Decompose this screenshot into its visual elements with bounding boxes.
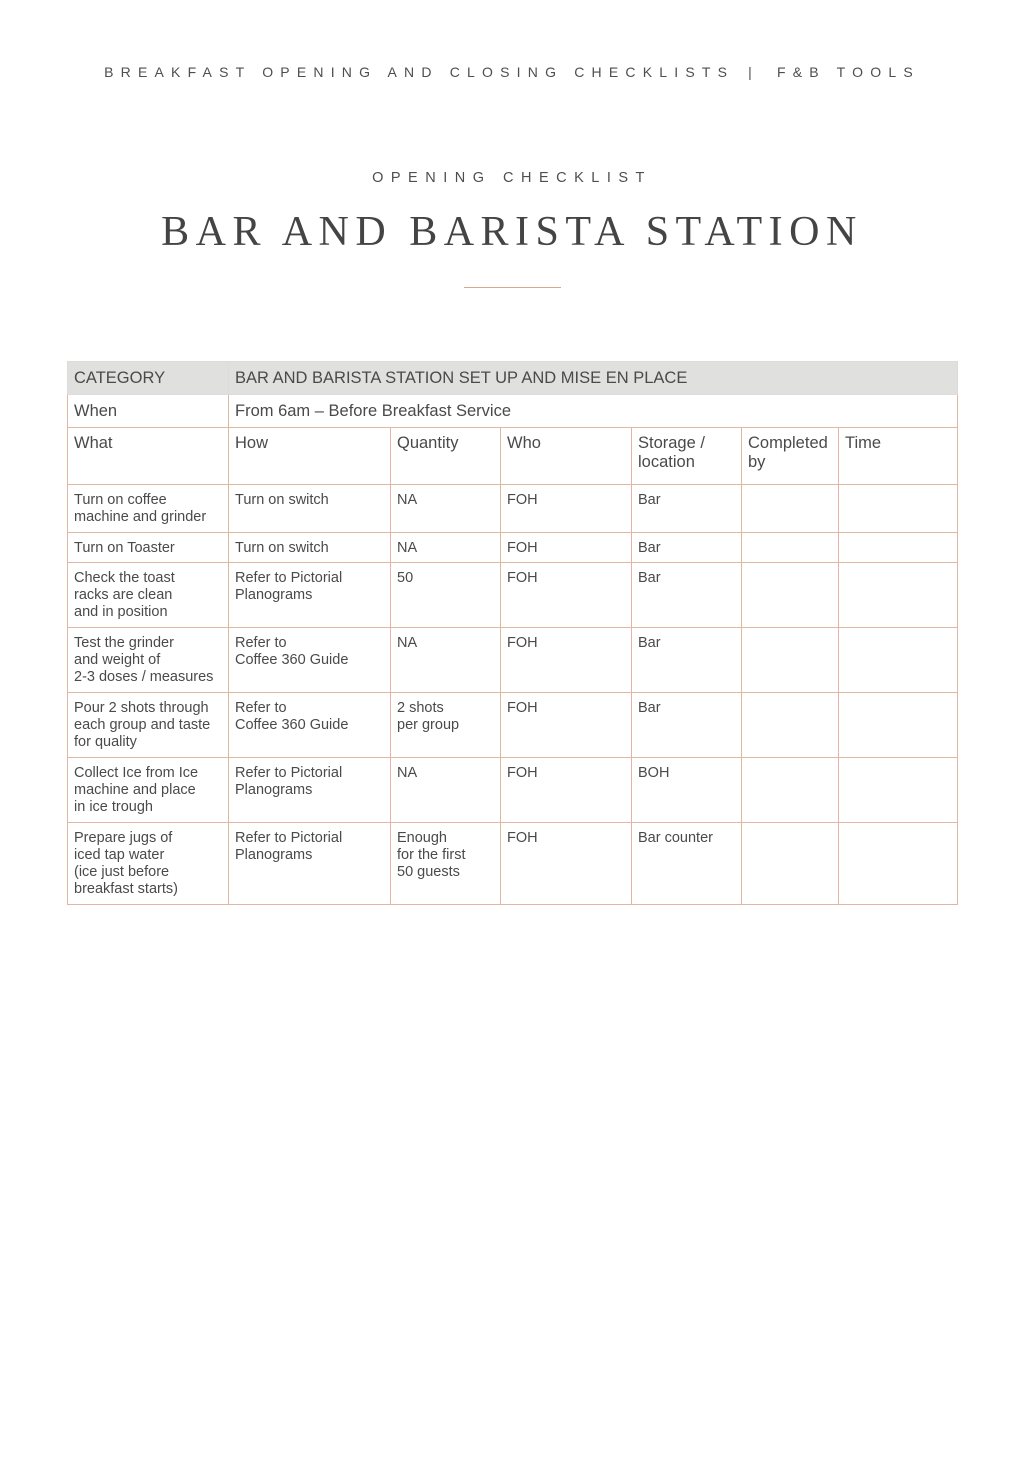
cell-time[interactable] (839, 563, 958, 628)
cell-time[interactable] (839, 485, 958, 533)
cell-what: Prepare jugs of iced tap water (ice just before breakfast starts) (68, 823, 229, 905)
title-underline (464, 287, 561, 288)
table-row (68, 693, 958, 758)
cell-completed-by[interactable] (742, 693, 839, 758)
cell-what: Turn on coffee machine and grinder (68, 485, 229, 533)
table-row (68, 533, 958, 563)
cell-completed-by[interactable] (742, 563, 839, 628)
when-value: From 6am – Before Breakfast Service (229, 395, 958, 428)
cell-completed-by[interactable] (742, 533, 839, 563)
table-row (68, 823, 958, 905)
cell-time[interactable] (839, 693, 958, 758)
category-row (68, 362, 958, 395)
cell-time[interactable] (839, 758, 958, 823)
checklist-table (67, 361, 958, 905)
cell-quantity: Enough for the first 50 guests (391, 823, 501, 905)
cell-storage: Bar (632, 485, 742, 533)
cell-quantity: NA (391, 485, 501, 533)
cell-how: Turn on switch (229, 485, 391, 533)
cell-who: FOH (501, 693, 632, 758)
when-row (68, 395, 958, 428)
cell-what: Check the toast racks are clean and in position (68, 563, 229, 628)
page-title: BAR AND BARISTA STATION (161, 209, 863, 255)
column-header-time: Time (839, 428, 958, 485)
cell-what: Pour 2 shots through each group and taste for quality (68, 693, 229, 758)
cell-storage: Bar (632, 693, 742, 758)
when-label: When (68, 395, 229, 428)
cell-how: Refer to Coffee 360 Guide (229, 693, 391, 758)
cell-time[interactable] (839, 533, 958, 563)
cell-how: Refer to Pictorial Planograms (229, 563, 391, 628)
cell-storage: Bar counter (632, 823, 742, 905)
cell-how: Refer to Pictorial Planograms (229, 823, 391, 905)
column-header-how: How (229, 428, 391, 485)
header-section: F&B TOOLS (777, 64, 920, 80)
column-header-row (68, 428, 958, 485)
cell-completed-by[interactable] (742, 823, 839, 905)
cell-who: FOH (501, 533, 632, 563)
cell-quantity: 50 (391, 563, 501, 628)
cell-quantity: NA (391, 628, 501, 693)
cell-storage: Bar (632, 533, 742, 563)
table-row (68, 758, 958, 823)
cell-who: FOH (501, 823, 632, 905)
header-title: BREAKFAST OPENING AND CLOSING CHECKLISTS (104, 64, 735, 80)
cell-storage: BOH (632, 758, 742, 823)
cell-who: FOH (501, 563, 632, 628)
cell-what: Collect Ice from Ice machine and place in ice trough (68, 758, 229, 823)
table-row (68, 563, 958, 628)
cell-how: Refer to Coffee 360 Guide (229, 628, 391, 693)
column-header-who: Who (501, 428, 632, 485)
column-header-quantity: Quantity (391, 428, 501, 485)
cell-who: FOH (501, 628, 632, 693)
cell-how: Turn on switch (229, 533, 391, 563)
cell-who: FOH (501, 485, 632, 533)
header-divider: | (748, 64, 760, 80)
cell-storage: Bar (632, 628, 742, 693)
cell-completed-by[interactable] (742, 628, 839, 693)
category-label: CATEGORY (68, 362, 229, 395)
cell-what: Test the grinder and weight of 2-3 doses / measures (68, 628, 229, 693)
cell-completed-by[interactable] (742, 758, 839, 823)
column-header-completed-by: Completed by (742, 428, 839, 485)
cell-time[interactable] (839, 823, 958, 905)
table-row (68, 628, 958, 693)
cell-quantity: NA (391, 758, 501, 823)
cell-completed-by[interactable] (742, 485, 839, 533)
cell-how: Refer to Pictorial Planograms (229, 758, 391, 823)
cell-quantity: 2 shots per group (391, 693, 501, 758)
checklist-subtitle: OPENING CHECKLIST (372, 170, 652, 186)
cell-quantity: NA (391, 533, 501, 563)
column-header-what: What (68, 428, 229, 485)
cell-who: FOH (501, 758, 632, 823)
cell-what: Turn on Toaster (68, 533, 229, 563)
table-row (68, 485, 958, 533)
category-value: BAR AND BARISTA STATION SET UP AND MISE EN PLACE (229, 362, 958, 395)
column-header-storage: Storage / location (632, 428, 742, 485)
cell-storage: Bar (632, 563, 742, 628)
document-header (0, 64, 1024, 80)
cell-time[interactable] (839, 628, 958, 693)
